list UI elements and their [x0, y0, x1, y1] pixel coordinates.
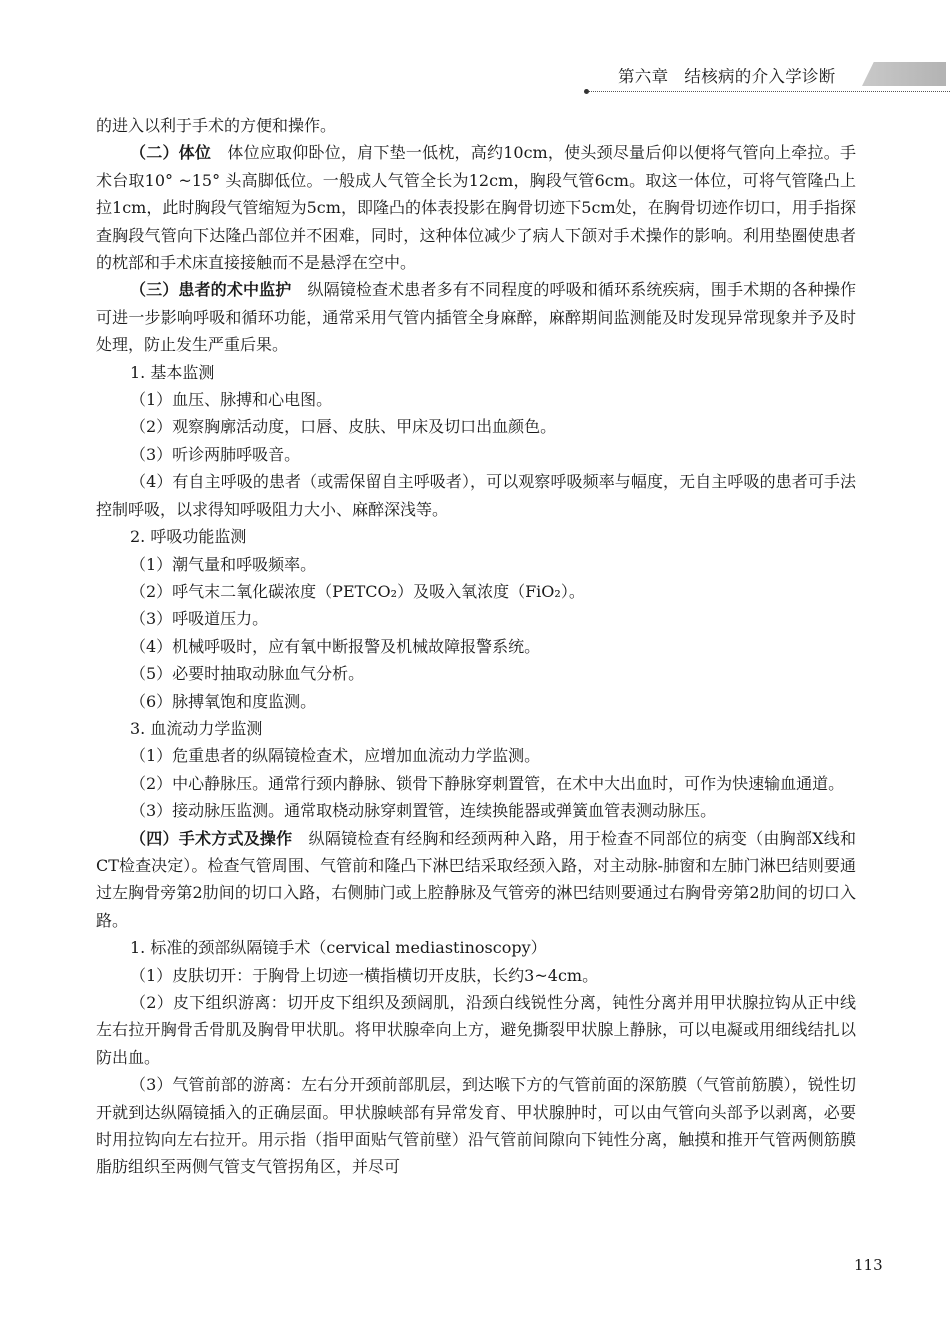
paragraph-monitoring: （三）患者的术中监护 纵隔镜检查术患者多有不同程度的呼吸和循环系统疾病，围手术期的各种操作可进一步影响呼吸和循环功能，通常采用气管内插管全身麻醉，麻醉期间监测能及时发现异常现象并予及时处理，防止发生严重后果。: [96, 280, 856, 355]
list-item: （2）皮下组织游离：切开皮下组织及颈阔肌，沿颈白线锐性分离，钝性分离并用甲状腺拉钩从正中线左右拉开胸骨舌骨肌及胸骨甲状肌。将甲状腺牵向上方，避免撕裂甲状腺上静脉，可以电凝或用细线结扎以防出血。: [96, 993, 856, 1067]
list-item: （1）血压、脉搏和心电图。: [130, 390, 333, 410]
list-item: （2）呼气末二氧化碳浓度（PETCO₂）及吸入氧浓度（FiO₂）。: [130, 581, 585, 601]
page-number: 113: [854, 1256, 883, 1274]
list-item: （1）皮肤切开：于胸骨上切迹一横指横切开皮肤，长约3~4cm。: [130, 965, 599, 985]
list-heading: 3. 血流动力学监测: [130, 718, 263, 738]
running-header: [618, 63, 836, 87]
list-item: （3）气管前部的游离：左右分开颈前部肌层，到达喉下方的气管前面的深筋膜（气管前筋膜），锐性切开就到达纵隔镜插入的正确层面。甲状腺峡部有异常发育、甲状腺肿时，可以由气管向头部予以剥离，必要时用拉钩向左右拉开。用示指（指甲面贴气管前壁）沿气管前间隙向下钝性分离，触摸和推开气管两侧筋膜脂肪组织至两侧气管支气管拐角区，并尽可: [96, 1075, 856, 1177]
paragraph: 的进入以利于手术的方便和操作。: [96, 116, 337, 135]
list-heading: 1. 基本监测: [130, 362, 215, 382]
list-heading: 1. 标准的颈部纵隔镜手术（cervical mediastinoscopy）: [130, 938, 547, 958]
list-item: （3）听诊两肺呼吸音。: [130, 444, 301, 464]
header-dotted-rule: [589, 91, 950, 92]
list-item: （4）有自主呼吸的患者（或需保留自主呼吸者），可以观察呼吸频率与幅度，无自主呼吸的患者可手法控制呼吸，以求得知呼吸阻力大小、麻醉深浅等。: [96, 472, 856, 519]
section-heading: （三）患者的术中监护: [130, 280, 292, 300]
paragraph-surgery: （四）手术方式及操作 纵隔镜检查有经胸和经颈两种入路，用于检查不同部位的病变（由胸部X线和CT检查决定）。检查气管周围、气管前和隆凸下淋巴结采取经颈入路，对主动脉-肺窗和左肺门淋巴结则要通过左胸骨旁第2肋间的切口入路，右侧肺门或上腔静脉及气管旁的淋巴结则要通过右胸骨旁第2肋间的切口入路。: [96, 828, 856, 930]
list-item: （3）呼吸道压力。: [130, 609, 269, 629]
list-item: （6）脉搏氧饱和度监测。: [130, 691, 317, 711]
list-item: （2）中心静脉压。通常行颈内静脉、锁骨下静脉穿刺置管，在术中大出血时，可作为快速输血通道。: [130, 773, 845, 793]
list-item: （2）观察胸廓活动度，口唇、皮肤、甲床及切口出血颜色。: [130, 417, 557, 437]
list-item: （3）接动脉压监测。通常取桡动脉穿刺置管，连续换能器或弹簧血管表测动脉压。: [130, 801, 717, 821]
section-heading: （四）手术方式及操作: [130, 828, 293, 848]
header-decoration-bar: [862, 62, 946, 86]
list-item: （1）危重患者的纵隔镜检查术，应增加血流动力学监测。: [130, 746, 541, 766]
section-heading: （二）体位: [130, 143, 212, 163]
chapter-label: 第六章: [618, 67, 669, 86]
list-heading: 2. 呼吸功能监测: [130, 527, 247, 547]
list-item: （1）潮气量和呼吸频率。: [130, 554, 317, 574]
paragraph-posture: （二）体位 体位应取仰卧位，肩下垫一低枕，高约10cm，使头颈尽量后仰以便将气管向上牵拉。手术台取10° ~15° 头高脚低位。一般成人气管全长为12cm，胸段气管6cm。取这一体位，可将气管隆凸上拉1cm，此时胸段气管缩短为5cm，即隆凸的体表投影在胸骨切迹下5cm处，在胸骨切迹作切口，用手指探查胸段气管向下达隆凸部位并不困难，同时，这种体位减少了病人下颌对手术操作的影响。利用垫圈使患者的枕部和手术床直接接触而不是悬浮在空中。: [96, 143, 856, 273]
list-item: （4）机械呼吸时，应有氧中断报警及机械故障报警系统。: [130, 636, 541, 656]
list-item: （5）必要时抽取动脉血气分析。: [130, 664, 365, 684]
body-text: [96, 112, 856, 1181]
chapter-title: 结核病的介入学诊断: [684, 67, 836, 86]
